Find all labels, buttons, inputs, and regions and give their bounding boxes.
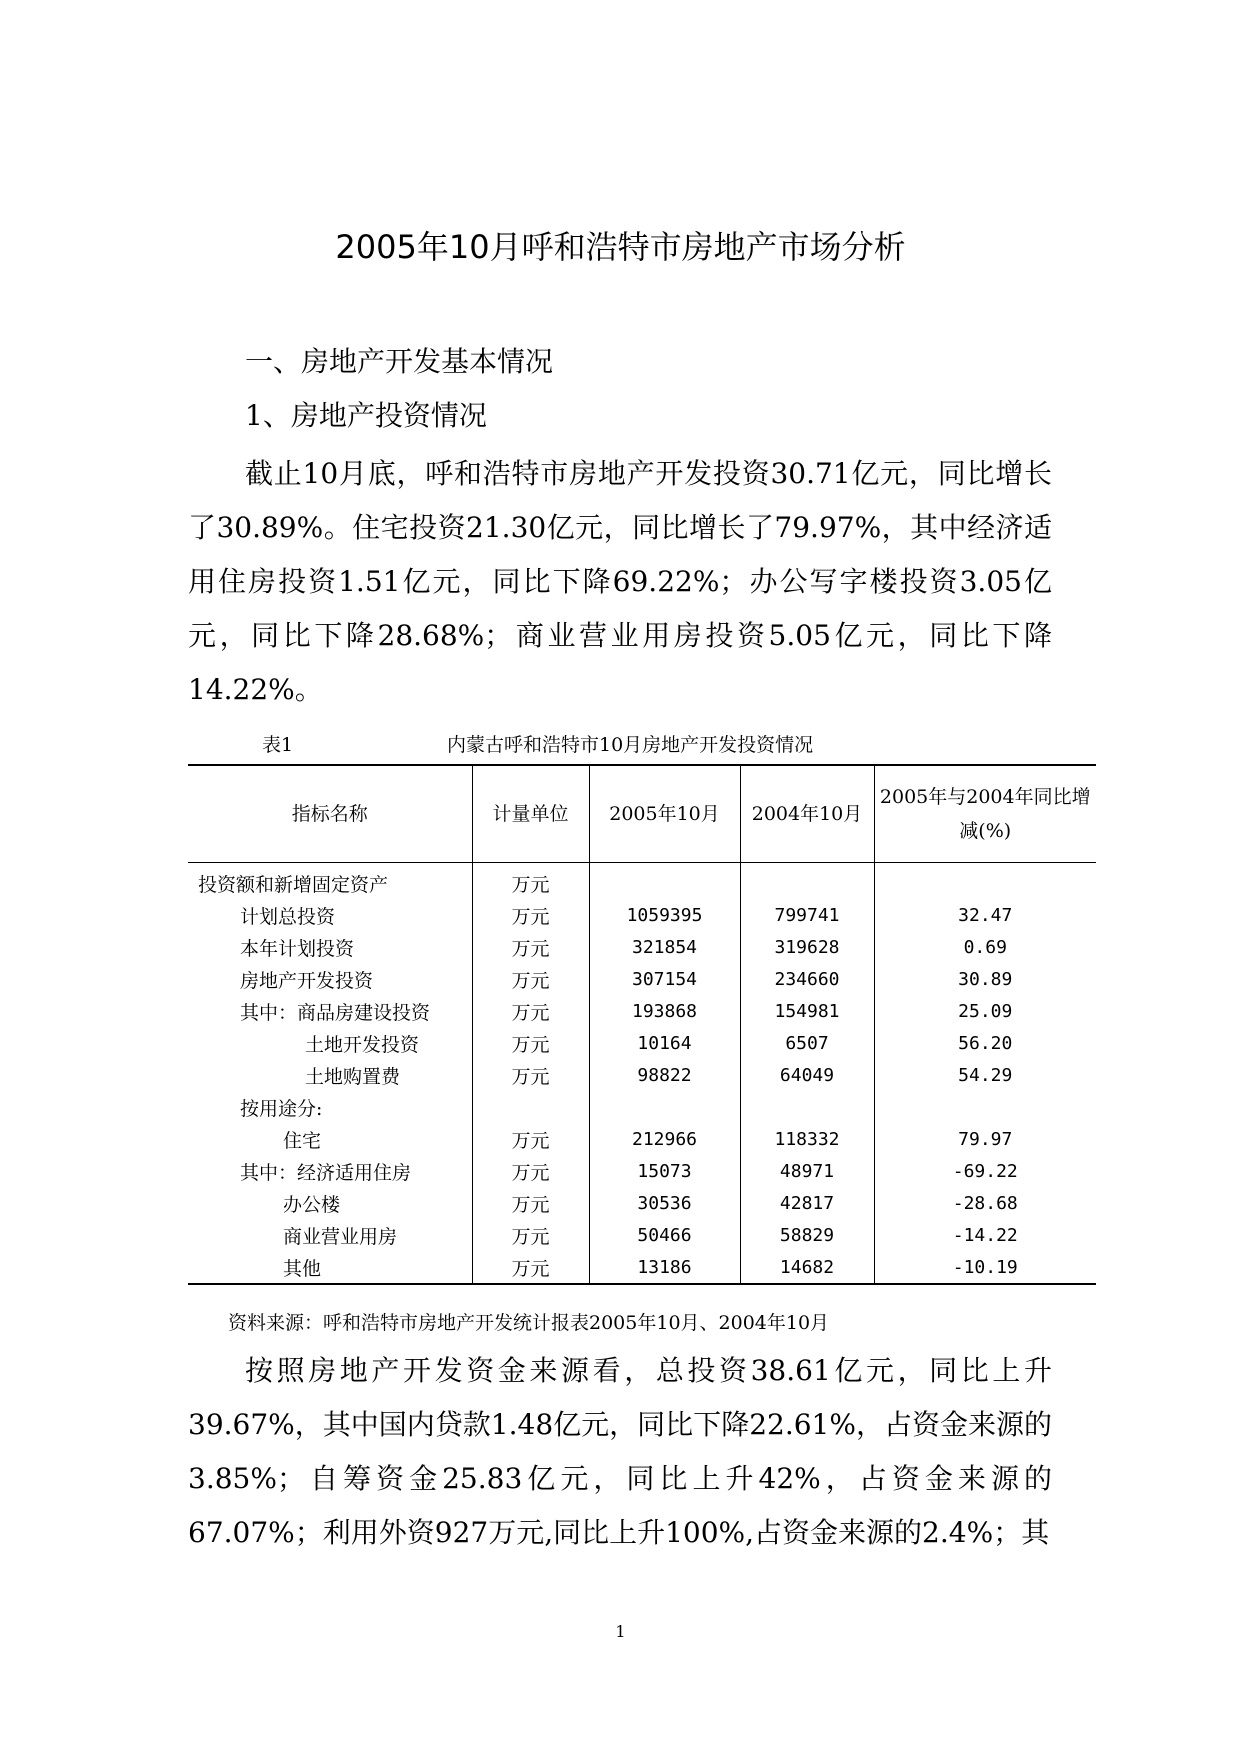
- header-2004: 2004年10月: [740, 765, 874, 863]
- row-2004: 234660: [740, 963, 874, 995]
- row-unit: 万元: [472, 1187, 589, 1219]
- row-2005: 1059395: [589, 899, 740, 931]
- row-2005: 321854: [589, 931, 740, 963]
- row-change: [874, 863, 1096, 900]
- row-name: 按用途分:: [188, 1091, 472, 1123]
- header-2005: 2005年10月: [589, 765, 740, 863]
- table-row: [188, 1123, 1096, 1155]
- row-change: -69.22: [952, 1160, 1018, 1182]
- row-name: 其他: [188, 1251, 472, 1284]
- row-change: 25.09: [958, 1000, 1013, 1022]
- row-2005: 50466: [589, 1219, 740, 1251]
- row-2005: [589, 1091, 740, 1123]
- table-row: [188, 1059, 1096, 1091]
- row-change: 30.89: [958, 968, 1013, 990]
- table-row: [188, 1219, 1096, 1251]
- row-2004: 64049: [740, 1059, 874, 1091]
- row-change: -10.19: [952, 1256, 1018, 1278]
- row-unit: 万元: [472, 1251, 589, 1284]
- row-unit: [472, 1091, 589, 1123]
- row-name: 房地产开发投资: [188, 963, 472, 995]
- row-2004: [740, 1091, 874, 1123]
- row-name: 其中：经济适用住房: [188, 1155, 472, 1187]
- row-unit: 万元: [472, 863, 589, 900]
- table-label: 表1: [262, 734, 294, 756]
- section-heading: 一、房地产开发基本情况: [245, 345, 554, 378]
- table-header-row: [188, 765, 1096, 863]
- row-2004: 319628: [740, 931, 874, 963]
- row-unit: 万元: [472, 1155, 589, 1187]
- table-row: [188, 995, 1096, 1027]
- row-change: 0.69: [963, 936, 1007, 958]
- row-name: 投资额和新增固定资产: [188, 863, 472, 900]
- row-name: 本年计划投资: [188, 931, 472, 963]
- row-change: 79.97: [958, 1128, 1013, 1150]
- row-change: [874, 1091, 1096, 1123]
- row-2004: 118332: [740, 1123, 874, 1155]
- row-2005: 30536: [589, 1187, 740, 1219]
- row-name: 计划总投资: [188, 899, 472, 931]
- row-change: -28.68: [952, 1192, 1018, 1214]
- row-name: 土地购置费: [188, 1059, 472, 1091]
- row-2004: 154981: [740, 995, 874, 1027]
- row-2005: 307154: [589, 963, 740, 995]
- row-2005: 10164: [589, 1027, 740, 1059]
- row-2004: 6507: [740, 1027, 874, 1059]
- table-row: [188, 1251, 1096, 1284]
- table-row: [188, 1091, 1096, 1123]
- row-2004: 48971: [740, 1155, 874, 1187]
- row-unit: 万元: [472, 1027, 589, 1059]
- row-name: 土地开发投资: [188, 1027, 472, 1059]
- row-2005: 193868: [589, 995, 740, 1027]
- row-name: 住宅: [188, 1123, 472, 1155]
- row-name: 其中：商品房建设投资: [188, 995, 472, 1027]
- header-unit: 计量单位: [472, 765, 589, 863]
- table-row: [188, 1187, 1096, 1219]
- row-name: 办公楼: [188, 1187, 472, 1219]
- investment-paragraph: 截止10月底，呼和浩特市房地产开发投资30.71亿元，同比增长了30.89%。住宅投资21.30亿元，同比增长了79.97%，其中经济适用住房投资1.51亿元，同比下降69.22%；办公写字楼投资3.05亿元，同比下降28.68%；商业营业用房投资5.05亿元，同比下降14.22%。: [188, 457, 1052, 706]
- row-2005: [589, 863, 740, 900]
- table-row: [188, 1155, 1096, 1187]
- row-2005: 15073: [589, 1155, 740, 1187]
- funding-paragraph: 按照房地产开发资金来源看，总投资38.61亿元，同比上升39.67%，其中国内贷款1.48亿元，同比下降22.61%，占资金来源的3.85%；自筹资金25.83亿元，同比上升42%，占资金来源的67.07%；利用外资927万元,同比上升100%,占资金来源的2.4%；其: [188, 1354, 1052, 1549]
- document-title: 2005年10月呼和浩特市房地产市场分析: [335, 228, 906, 266]
- row-unit: 万元: [472, 899, 589, 931]
- table-row: [188, 931, 1096, 963]
- investment-table: [188, 764, 1096, 1285]
- table-source-note: 资料来源：呼和浩特市房地产开发统计报表2005年10月、2004年10月: [228, 1312, 830, 1334]
- row-2004: 58829: [740, 1219, 874, 1251]
- table-row: [188, 963, 1096, 995]
- header-change: 2005年与2004年同比增减(%): [874, 765, 1096, 863]
- page-number: 1: [615, 1622, 626, 1641]
- row-2005: 98822: [589, 1059, 740, 1091]
- subsection-heading: 1、房地产投资情况: [245, 399, 487, 432]
- row-2004: 799741: [740, 899, 874, 931]
- row-2004: 42817: [740, 1187, 874, 1219]
- row-change: -14.22: [952, 1224, 1018, 1246]
- row-unit: 万元: [472, 995, 589, 1027]
- row-change: 56.20: [958, 1032, 1013, 1054]
- row-change: 32.47: [958, 904, 1013, 926]
- row-2004: 14682: [740, 1251, 874, 1284]
- row-2004: [740, 863, 874, 900]
- row-unit: 万元: [472, 963, 589, 995]
- table-title: 内蒙古呼和浩特市10月房地产开发投资情况: [447, 734, 814, 756]
- row-2005: 212966: [589, 1123, 740, 1155]
- row-name: 商业营业用房: [188, 1219, 472, 1251]
- row-unit: 万元: [472, 931, 589, 963]
- row-change: 54.29: [958, 1064, 1013, 1086]
- table-row: [188, 899, 1096, 931]
- row-unit: 万元: [472, 1123, 589, 1155]
- row-unit: 万元: [472, 1219, 589, 1251]
- table-row: [188, 863, 1096, 900]
- header-name: 指标名称: [188, 765, 472, 863]
- row-2005: 13186: [589, 1251, 740, 1284]
- row-unit: 万元: [472, 1059, 589, 1091]
- table-row: [188, 1027, 1096, 1059]
